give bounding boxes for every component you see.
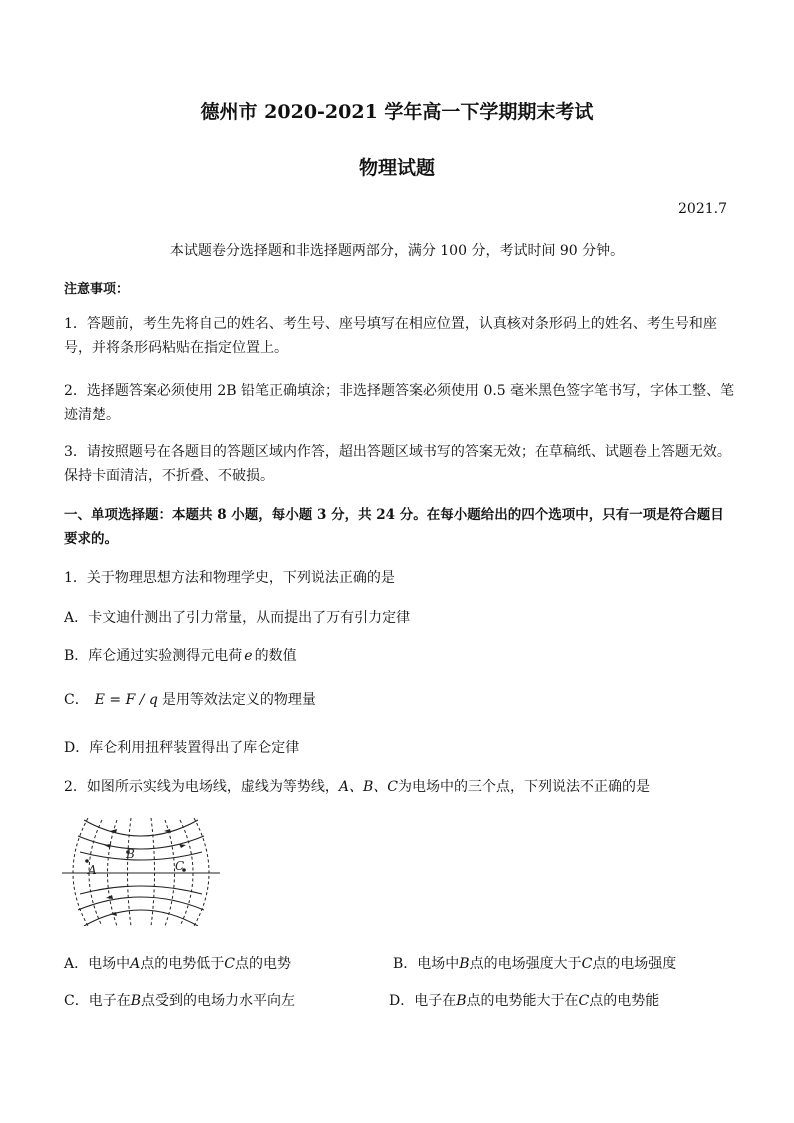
q2-option-b-pre: B．电场中: [393, 956, 460, 972]
q1-option-b-post: 的数值: [254, 648, 297, 664]
q2-option-d: [389, 990, 659, 1010]
q1-option-b-var: e: [244, 648, 253, 664]
exam-date: 2021.7: [678, 201, 727, 217]
q2-option-b-var2: C: [581, 956, 593, 972]
electric-field-figure: [62, 818, 220, 926]
q1-stem: 1．关于物理思想方法和物理学史，下列说法正确的是: [64, 570, 395, 586]
q2-option-a-mid: 点的电势低于: [140, 956, 225, 972]
q2-stem-vars: A、B、C: [338, 779, 399, 795]
q2-option-c-mid: 点受到的电场力水平向左: [141, 993, 296, 1009]
intro-text: 本试题卷分选择题和非选择题两部分，满分 100 分，考试时间 90 分钟。: [169, 243, 625, 259]
exam-title: 德州市 2020-2021 学年高一下学期期末考试: [200, 101, 594, 123]
field-lines: [62, 820, 220, 926]
q2-option-c: [64, 990, 295, 1010]
notice-item-3: 3．请按照题号在各题目的答题区域内作答，超出答题区域书写的答案无效；在草稿纸、试题卷上答题无效。保持卡面清洁，不折叠、不破损。: [64, 444, 731, 484]
q1-option-d: D．库仑利用扭秤装置得出了库仑定律: [64, 740, 300, 756]
q2-stem-post: 为电场中的三个点，下列说法不正确的是: [398, 779, 651, 795]
q2-option-a: [64, 953, 291, 973]
q2-stem: [64, 776, 650, 796]
q2-option-b: [393, 953, 676, 973]
q1-option-a: A．卡文迪什测出了引力常量，从而提出了万有引力定律: [64, 610, 411, 626]
q2-stem-pre: 2．如图所示实线为电场线，虚线为等势线，: [64, 779, 339, 795]
q2-option-a-post: 点的电势: [234, 956, 291, 972]
q2-option-a-var2: C: [224, 956, 235, 972]
q2-option-b-mid: 点的电场强度大于: [469, 956, 582, 972]
q2-option-d-var1: B: [456, 993, 467, 1009]
point-b-label: B: [126, 847, 135, 861]
q2-option-d-mid: 点的电势能大于在: [466, 993, 579, 1009]
notice-item-1: 1．答题前，考生先将自己的姓名、考生号、座号填写在相应位置，认真核对条形码上的姓名、考生号和座号，并将条形码粘贴在指定位置上。: [64, 316, 717, 356]
notice-item-2: 2．选择题答案必须使用 2B 铅笔正确填涂；非选择题答案必须使用 0.5 毫米黑色签字笔书写，字体工整、笔迹清楚。: [64, 383, 735, 423]
q1-option-c: [64, 689, 316, 709]
q2-option-b-var1: B: [459, 956, 470, 972]
q2-option-c-pre: C．电子在: [64, 993, 131, 1009]
point-a-label: A: [88, 863, 97, 877]
q2-option-a-pre: A．电场中: [64, 956, 131, 972]
section-heading: 一、单项选择题：本题共 8 小题，每小题 3 分，共 24 分。在每小题给出的四个选项中，只有一项是符合题目要求的。: [64, 507, 724, 547]
point-c-label: C: [175, 859, 185, 873]
q2-option-d-var2: C: [578, 993, 590, 1009]
q1-option-c-pre: C．: [64, 692, 89, 708]
q1-option-b-pre: B．库仑通过实验测得元电荷: [64, 648, 243, 664]
q1-option-c-post: 是用等效法定义的物理量: [161, 692, 316, 708]
q2-option-a-var1: A: [130, 956, 141, 972]
q2-option-c-var1: B: [130, 993, 142, 1009]
q2-option-b-post: 点的电场强度: [592, 956, 677, 972]
q1-option-c-formula: E = F / q: [94, 692, 158, 708]
subject-title: 物理试题: [358, 157, 435, 179]
q2-option-d-post: 点的电势能: [589, 993, 660, 1009]
q1-option-b: [64, 645, 297, 665]
notice-heading: 注意事项：: [64, 282, 130, 297]
q2-option-d-pre: D．电子在: [389, 993, 457, 1009]
